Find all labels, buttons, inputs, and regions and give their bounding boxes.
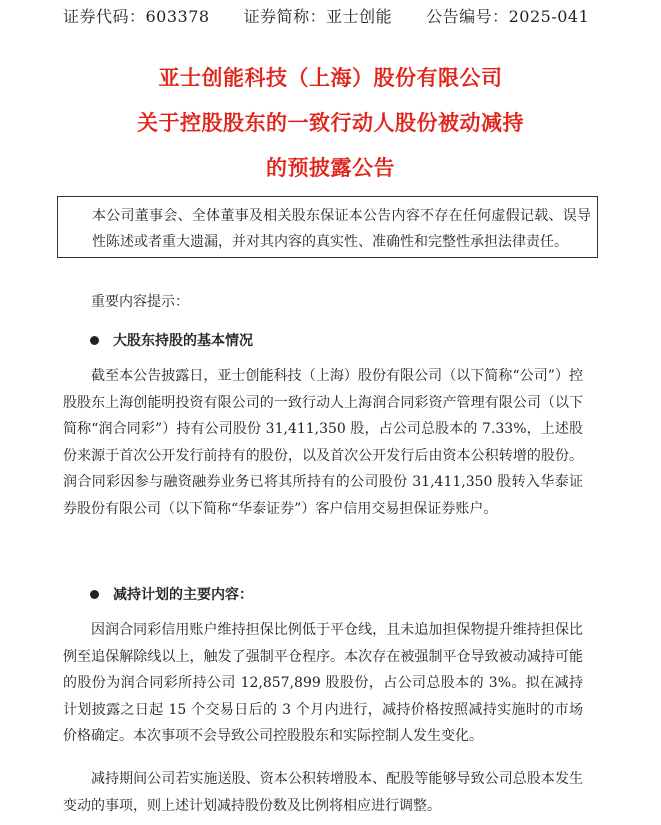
- section1-heading-text: 大股东持股的基本情况: [113, 333, 253, 349]
- title-subject: 关于控股股东的一致行动人股份被动减持: [137, 111, 524, 135]
- title-company: 亚士创能科技（上海）股份有限公司: [158, 66, 503, 90]
- disclaimer-box: [57, 196, 598, 258]
- bullet-icon: [90, 336, 99, 345]
- section-heading-shareholding: [90, 330, 253, 350]
- document-header: [63, 4, 589, 27]
- announcement-number: 公告编号：2025-041: [426, 7, 590, 26]
- section2-paragraph-2: 减持期间公司若实施送股、资本公积转增股本、配股等能够导致公司总股本发生变动的事项，则上述计划减持股份数及比例将相应进行调整。: [63, 771, 583, 814]
- section2-heading-text: 减持计划的主要内容：: [113, 587, 253, 603]
- key-tip-label: 重要内容提示：: [91, 294, 189, 310]
- security-short-name: 证券简称：亚士创能: [243, 7, 393, 26]
- section2-paragraph-1: 因润合同彩信用账户维持担保比例低于平仓线，且未追加担保物提升维持担保比例至追保解除线以上，触发了强制平仓程序。本次存在被强制平仓导致被动减持可能的股份为润合同彩所持公司 12,857,899 股股份，占公司总股本的 3%。拟在减持计划披露之日起 15 个交易日后的 3 个月内进行，减持价格按照减持实施时的市场价格确定。本次事项不会导致公司控股股东和实际控制人发生变化。: [63, 622, 583, 744]
- title-suffix: 的预披露公告: [266, 156, 395, 180]
- section-heading-reduction-plan: [90, 584, 253, 604]
- disclaimer-text: 本公司董事会、全体董事及相关股东保证本公告内容不存在任何虚假记载、误导性陈述或者重大遗漏，并对其内容的真实性、准确性和完整性承担法律责任。: [92, 208, 591, 250]
- security-code: 证券代码：603378: [63, 7, 210, 26]
- section1-paragraph: 截至本公告披露日，亚士创能科技（上海）股份有限公司（以下简称“公司”）控股股东上海创能明投资有限公司的一致行动人上海润合同彩资产管理有限公司（以下简称“润合同彩”）持有公司股份 31,411,350 股，占公司总股本的 7.33%，上述股份来源于首次公开发行前持有的股份，以及首次公开发行后由资本公积转增的股份。润合同彩因参与融资融券业务已将其所持有的公司股份 31,411,350 股转入华泰证券股份有限公司（以下简称“华泰证券”）客户信用交易担保证券账户。: [63, 368, 583, 517]
- bullet-icon: [90, 590, 99, 599]
